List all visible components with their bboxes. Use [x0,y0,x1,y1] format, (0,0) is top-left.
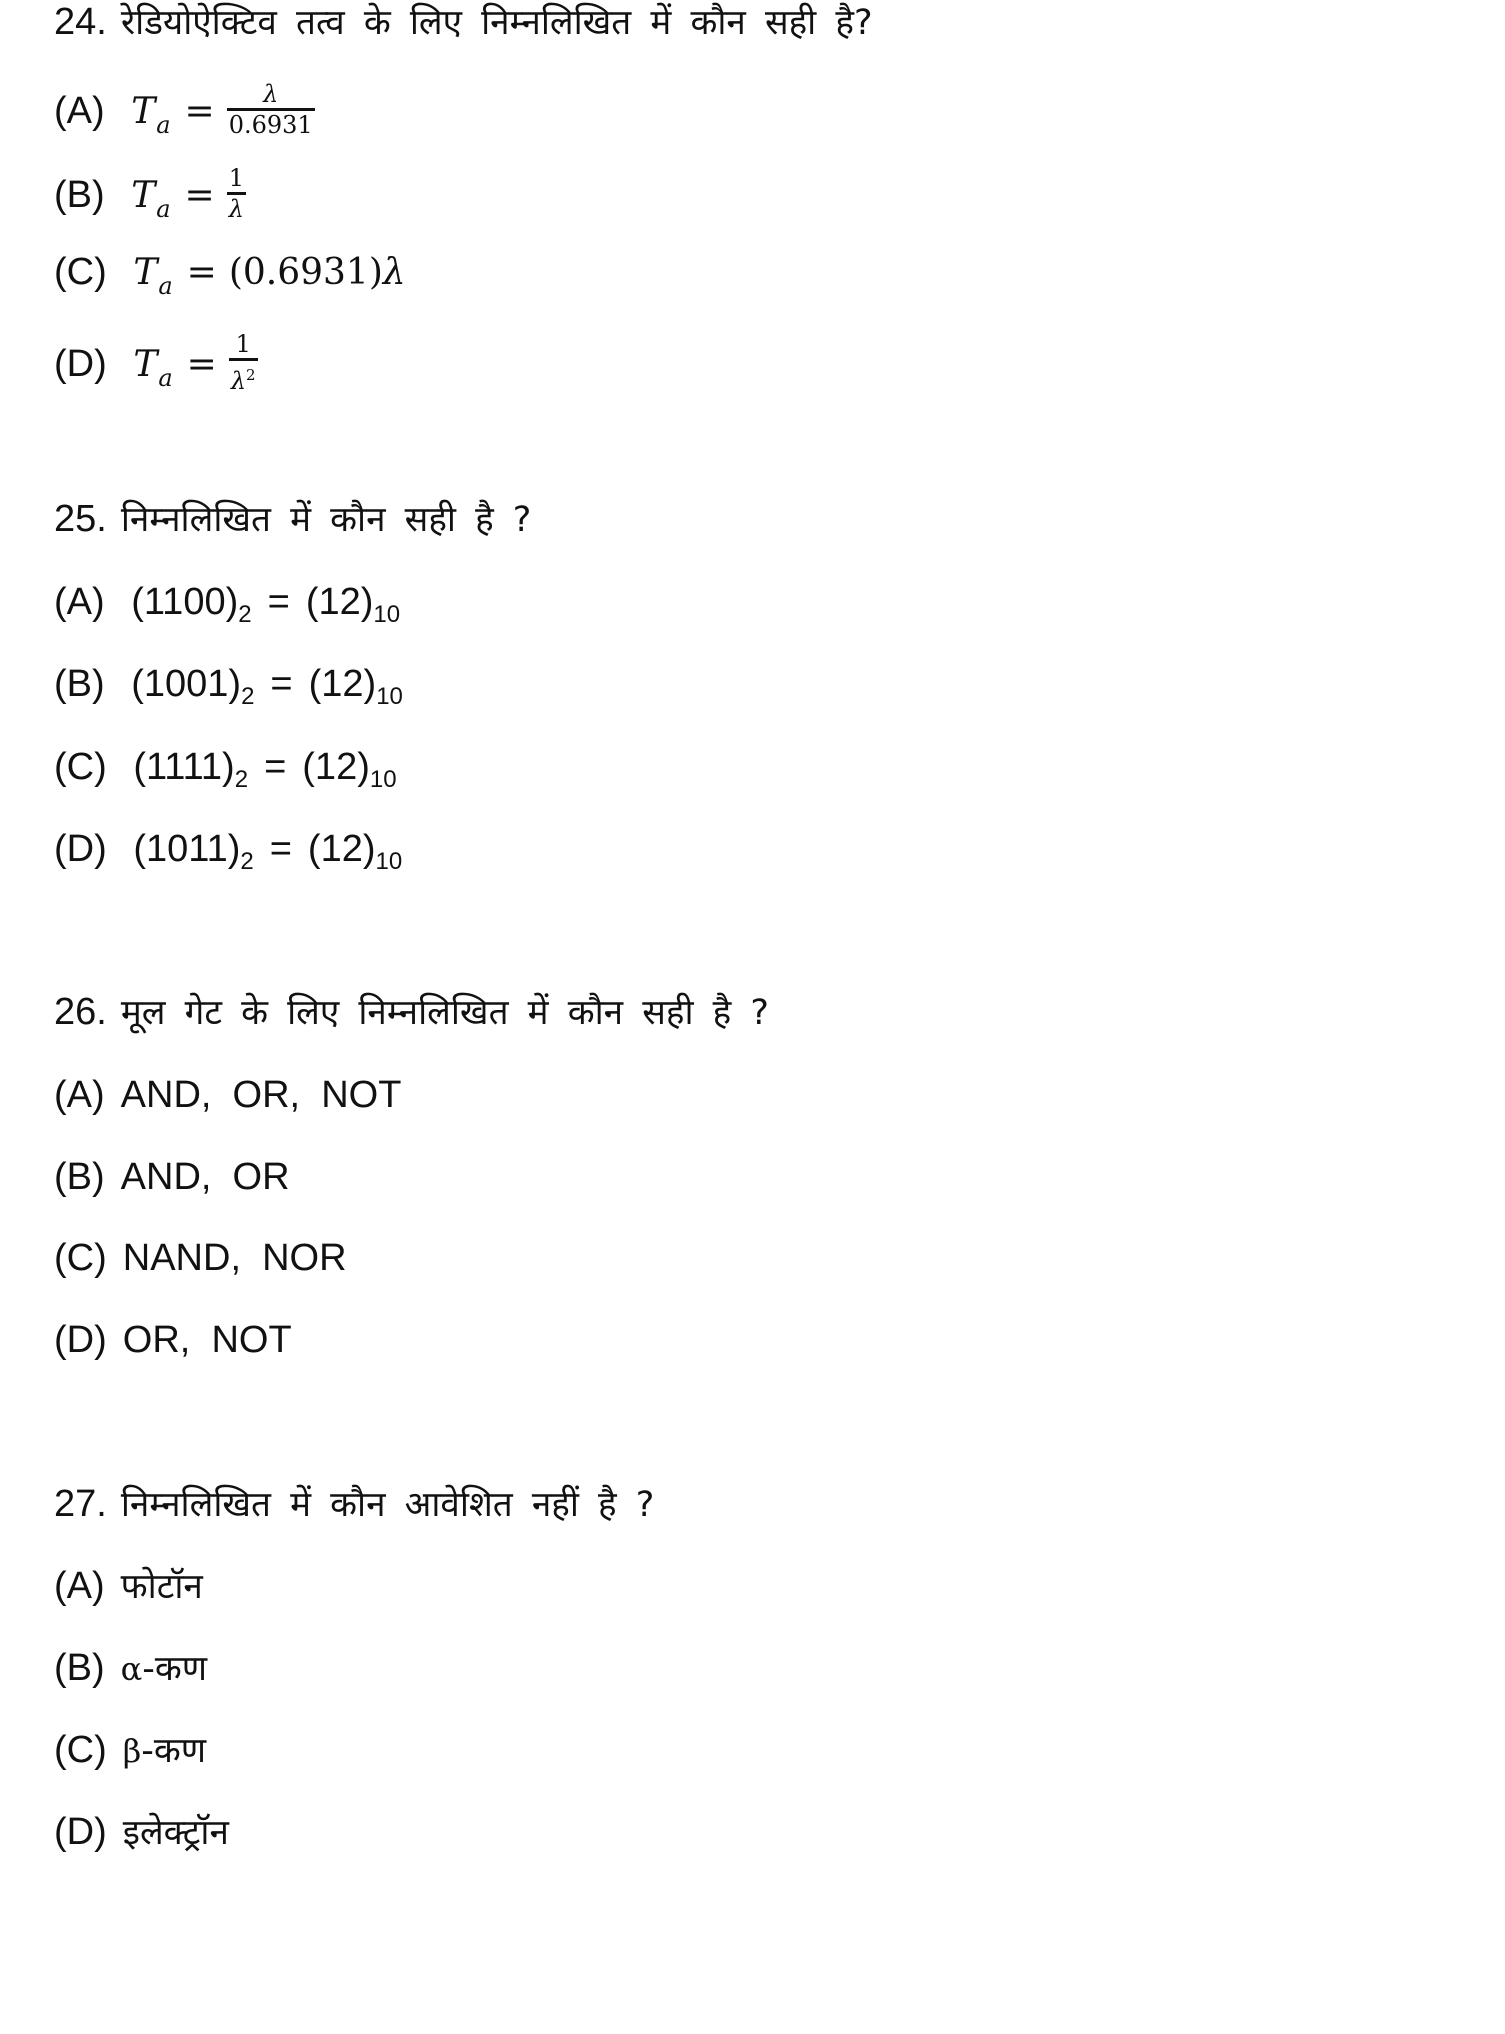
q27-option-c [54,1728,206,1773]
q27-option-a [54,1564,203,1609]
question-number: 25. [54,498,107,540]
question-number: 26. [54,991,107,1033]
question-24-heading [54,0,873,45]
option-text: -कण [141,1731,207,1771]
option-label: (C) [54,1729,107,1771]
option-label: (B) [54,1156,105,1198]
option-text: AND, OR, NOT [120,1074,402,1116]
question-number: 27. [54,1483,107,1525]
option-text: NAND, NOR [122,1237,347,1279]
option-text: इलेक्ट्रॉन [122,1813,229,1853]
alpha-symbol: α [120,1650,143,1688]
option-text: -कण [142,1649,208,1689]
question-text: निम्नलिखित में कौन आवेशित नहीं है ? [120,1485,655,1525]
fraction: $\frac{\lambda}{0.6931}$ [228,80,313,139]
q25-option-b [54,662,403,719]
option-label: (A) [54,1074,105,1116]
q25-option-d [54,827,402,884]
q24-option-a [54,80,315,143]
q24-option-c [54,250,406,298]
formula: $T_a = (0.6931)\lambda$ [133,252,406,300]
q26-option-d [54,1318,292,1362]
option-label: (C) [54,1237,107,1279]
q26-option-a [54,1073,401,1117]
option-label: (A) [54,89,105,132]
option-label: (A) [54,581,105,623]
option-label: (C) [54,746,107,788]
q27-option-b [54,1646,207,1691]
option-text: OR, NOT [122,1319,292,1361]
q25-option-a [54,580,400,637]
beta-symbol: β [122,1732,142,1770]
option-label: (D) [54,1811,107,1853]
binary-equation: $(1001)_2 = (12)_{10}$ [131,663,403,710]
option-text: फोटॉन [120,1567,203,1607]
question-number: 24. [54,1,107,43]
question-26-heading [54,990,769,1035]
option-label: (B) [54,1647,105,1689]
option-label: (B) [54,663,105,705]
question-27-heading [54,1482,654,1527]
q24-option-b [54,164,246,227]
q25-option-c [54,745,397,802]
option-label: (B) [54,173,105,216]
formula: $T_a$ = $\frac{\lambda}{0.6931}$ [131,80,313,139]
q26-option-c [54,1236,347,1280]
option-text: AND, OR [120,1156,290,1198]
binary-equation: $(1011)_2 = (12)_{10}$ [133,828,403,875]
binary-equation: $(1100)_2 = (12)_{10}$ [131,581,401,628]
formula: $T_a$ = $\frac{1}{\lambda}$ [131,164,244,223]
question-25-heading [54,497,531,542]
option-label: (A) [54,1565,105,1607]
question-text: निम्नलिखित में कौन सही है ? [120,500,532,540]
formula: $T_a$ = $\frac{1}{\lambda^2}$ [133,330,256,395]
binary-equation: $(1111)_2 = (12)_{10}$ [133,746,397,793]
question-text: मूल गेट के लिए निम्नलिखित में कौन सही है ? [120,993,769,1033]
fraction: $\frac{1}{\lambda^2}$ [230,330,256,395]
option-label: (D) [54,1319,107,1361]
option-label: (D) [54,828,107,870]
question-text: रेडियोऐक्टिव तत्व के लिए निम्नलिखित में कौन सही है? [120,3,873,43]
q27-option-d [54,1810,229,1855]
option-label: (D) [54,342,107,385]
q26-option-b [54,1155,290,1199]
fraction: $\frac{1}{\lambda}$ [228,164,244,223]
option-label: (C) [54,251,107,293]
q24-option-d [54,330,258,399]
